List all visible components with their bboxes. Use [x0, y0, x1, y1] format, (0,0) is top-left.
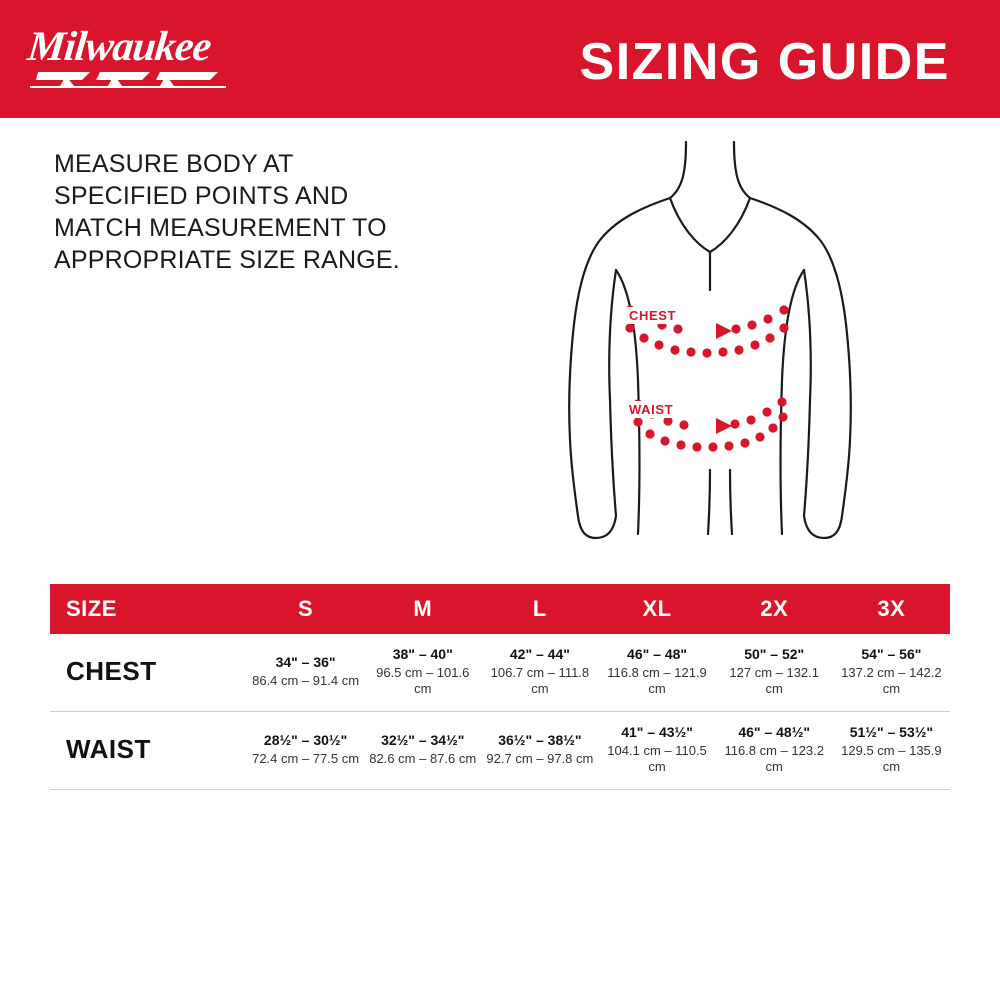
- cell-inches: 50" – 52": [744, 646, 805, 662]
- header-s: S: [247, 584, 364, 634]
- cell-waist-m: [364, 712, 481, 790]
- cell-inches: 46" – 48": [627, 646, 688, 662]
- header-size: SIZE: [50, 584, 247, 634]
- size-table-body: [50, 634, 950, 790]
- cell-chest-3x: [833, 634, 950, 712]
- cell-cm: 72.4 cm – 77.5 cm: [252, 751, 360, 766]
- cell-cm: 116.8 cm – 123.2 cm: [724, 743, 824, 774]
- row-label-chest: CHEST: [66, 656, 157, 686]
- cell-waist-xl: [598, 712, 715, 790]
- cell-cm: 127 cm – 132.1 cm: [729, 665, 820, 696]
- cell-chest-xl: [598, 634, 715, 712]
- cell-cm: 137.2 cm – 142.2 cm: [841, 665, 942, 696]
- cell-chest-m: [364, 634, 481, 712]
- waist-label: WAIST: [625, 401, 677, 418]
- cell-inches: 51½" – 53½": [849, 724, 934, 740]
- cell-inches: 46" – 48½": [738, 724, 811, 740]
- cell-cm: 106.7 cm – 111.8 cm: [490, 665, 590, 696]
- cell-inches: 34" – 36": [275, 654, 336, 670]
- header-2x: 2X: [716, 584, 833, 634]
- cell-waist-l: [481, 712, 598, 790]
- milwaukee-logo: [25, 24, 228, 94]
- cell-inches: 36½" – 38½": [498, 732, 582, 748]
- cell-inches: 41" – 43½": [621, 724, 693, 740]
- cell-cm: 92.7 cm – 97.8 cm: [486, 751, 594, 766]
- cell-inches: 38" – 40": [392, 646, 453, 662]
- cell-chest-l: [481, 634, 598, 712]
- cell-chest-s: [247, 634, 364, 712]
- size-table-wrapper: [50, 584, 950, 790]
- page-header: [0, 0, 1000, 118]
- size-table: [50, 584, 950, 790]
- chest-label: CHEST: [625, 307, 680, 324]
- page-title: SIZING GUIDE: [579, 33, 950, 91]
- cell-waist-3x: [833, 712, 950, 790]
- cell-cm: 96.5 cm – 101.6 cm: [376, 665, 470, 696]
- cell-cm: 116.8 cm – 121.9 cm: [607, 665, 707, 696]
- cell-cm: 104.1 cm – 110.5 cm: [607, 743, 707, 774]
- header-m: M: [364, 584, 481, 634]
- brand-wordmark: Milwaukee: [25, 24, 213, 70]
- size-table-head: [50, 584, 950, 634]
- body-diagram: [520, 140, 920, 560]
- torso-illustration: [520, 140, 920, 560]
- intro-instructions: MEASURE BODY AT SPECIFIED POINTS AND MATCH MEASUREMENT TO APPROPRIATE SIZE RANGE.: [54, 150, 400, 274]
- row-label-waist: WAIST: [66, 734, 151, 764]
- cell-inches: 42" – 44": [509, 646, 570, 662]
- cell-cm: 82.6 cm – 87.6 cm: [369, 751, 477, 766]
- table-row: [50, 712, 950, 790]
- cell-inches: 54" – 56": [861, 646, 922, 662]
- cell-waist-2x: [716, 712, 833, 790]
- header-3x: 3X: [833, 584, 950, 634]
- table-row: [50, 634, 950, 712]
- lightning-bolt-icon: [30, 72, 226, 88]
- cell-waist-s: [247, 712, 364, 790]
- header-xl: XL: [598, 584, 715, 634]
- cell-cm: 86.4 cm – 91.4 cm: [252, 673, 360, 688]
- cell-cm: 129.5 cm – 135.9 cm: [841, 743, 942, 774]
- header-l: L: [481, 584, 598, 634]
- table-header-row: [50, 584, 950, 634]
- cell-inches: 32½" – 34½": [381, 732, 465, 748]
- cell-inches: 28½" – 30½": [263, 732, 348, 748]
- cell-chest-2x: [716, 634, 833, 712]
